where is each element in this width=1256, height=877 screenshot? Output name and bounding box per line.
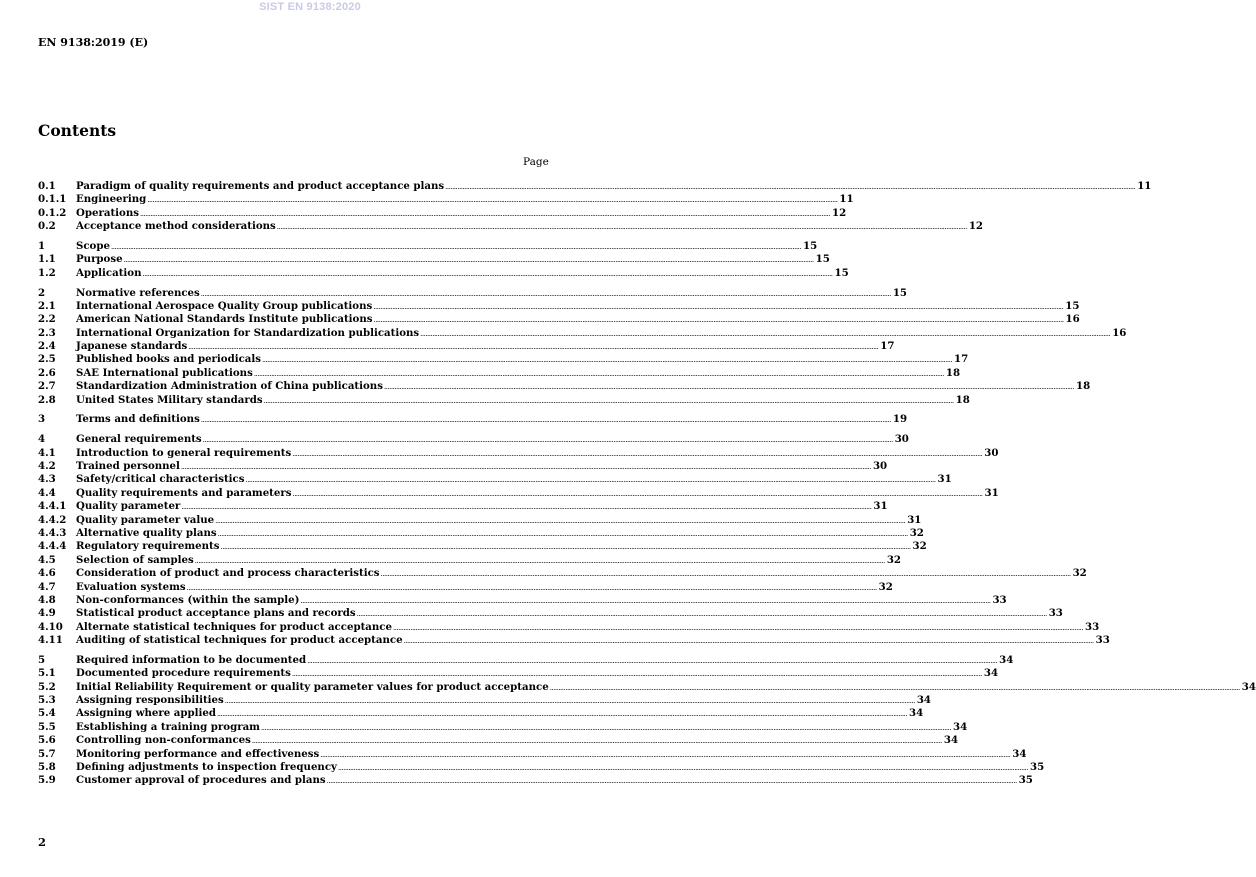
toc-entry-title: Controlling non-conformances xyxy=(76,734,251,747)
toc-entry-number: 4.2 xyxy=(38,459,56,472)
toc-entry[interactable] xyxy=(38,206,847,220)
toc-entry[interactable] xyxy=(38,459,888,473)
toc-entry-title: Non-conformances (within the sample) xyxy=(76,593,300,606)
toc-entry-page: 34 xyxy=(983,667,999,680)
toc-entry-title: Standardization Administration of China publications xyxy=(76,380,383,393)
toc-leader-dots: ................................................................................................................................................................................................................................................................................................................................................................................................................ xyxy=(320,750,1011,759)
toc-leader-dots: ................................................................................................................................................................................................................................................................................................................................................................................................................ xyxy=(263,396,954,405)
toc-entry-number: 0.1.1 xyxy=(38,193,67,206)
toc-entry-page: 34 xyxy=(953,720,968,733)
toc-entry-title: Published books and periodicals xyxy=(76,353,261,366)
toc-entry-page: 33 xyxy=(1085,620,1100,633)
toc-entry-page: 11 xyxy=(1137,180,1152,192)
toc-leader-dots: ................................................................................................................................................................................................................................................................................................................................................................................................................ xyxy=(194,556,885,565)
toc-entry-number: 5.8 xyxy=(38,760,56,773)
toc-entry-title: Documented procedure requirements xyxy=(76,667,291,680)
toc-entry[interactable] xyxy=(38,567,1087,580)
toc-leader-dots: ................................................................................................................................................................................................................................................................................................................................................................................................................ xyxy=(215,516,906,525)
toc-entry-page: 15 xyxy=(803,239,818,252)
toc-entry-page: 17 xyxy=(954,353,969,366)
toc-entry[interactable] xyxy=(38,413,908,426)
toc-entry-number: 5.2 xyxy=(38,680,56,693)
toc-leader-dots: ................................................................................................................................................................................................................................................................................................................................................................................................................ xyxy=(326,777,1017,786)
toc-entry-title: Establishing a training program xyxy=(76,720,260,733)
toc-entry[interactable] xyxy=(38,180,1152,193)
toc-entry-title: Regulatory requirements xyxy=(76,540,220,553)
toc-leader-dots: ................................................................................................................................................................................................................................................................................................................................................................................................................ xyxy=(356,610,1047,619)
toc-entry-number: 5.3 xyxy=(38,694,56,707)
toc-leader-dots: ................................................................................................................................................................................................................................................................................................................................................................................................................ xyxy=(217,529,908,538)
toc-entry-number: 0.1.2 xyxy=(38,206,67,219)
toc-entry-page: 15 xyxy=(815,253,830,266)
toc-entry-title: Safety/critical characteristics xyxy=(76,473,245,486)
toc-entry[interactable] xyxy=(38,220,984,233)
toc-entry[interactable] xyxy=(38,193,854,206)
toc-entry[interactable] xyxy=(38,266,849,280)
toc-entry-page: 19 xyxy=(892,413,908,426)
toc-entry-number: 5.9 xyxy=(38,774,56,787)
table-of-contents xyxy=(38,180,1256,788)
toc-entry[interactable] xyxy=(38,580,893,594)
toc-entry-title: Trained personnel xyxy=(76,459,180,472)
toc-entry[interactable] xyxy=(38,620,1100,634)
toc-entry-page: 34 xyxy=(916,694,931,707)
toc-entry-title: Auditing of statistical techniques for product acceptance xyxy=(76,634,403,647)
watermark: SIST EN 9138:2020 xyxy=(259,1,361,13)
toc-entry[interactable] xyxy=(38,286,908,300)
toc-entry-title: Quality parameter value xyxy=(76,513,215,526)
toc-entry-page: 15 xyxy=(1065,299,1080,312)
toc-entry-page: 34 xyxy=(943,734,959,747)
toc-entry-page: 30 xyxy=(894,433,909,446)
toc-leader-dots: ................................................................................................................................................................................................................................................................................................................................................................................................................ xyxy=(380,570,1071,579)
toc-entry-number: 4.7 xyxy=(38,580,56,593)
toc-entry-number: 3 xyxy=(38,413,46,426)
toc-entry-title: Selection of samples xyxy=(76,553,194,566)
toc-entry-title: Purpose xyxy=(76,253,123,266)
toc-entry-number: 5.1 xyxy=(38,667,56,680)
toc-entry-title: United States Military standards xyxy=(76,393,263,406)
toc-leader-dots: ................................................................................................................................................................................................................................................................................................................................................................................................................ xyxy=(251,737,942,746)
toc-entry-number: 4 xyxy=(38,433,46,446)
toc-entry[interactable] xyxy=(38,760,1045,774)
toc-entry-number: 2 xyxy=(38,286,46,299)
toc-entry-number: 5.5 xyxy=(38,720,56,733)
toc-leader-dots: ................................................................................................................................................................................................................................................................................................................................................................................................................ xyxy=(445,183,1136,191)
toc-entry-title: Alternate statistical techniques for product acceptance xyxy=(76,620,392,633)
toc-entry[interactable] xyxy=(38,634,1110,647)
toc-entry-page: 18 xyxy=(945,366,961,379)
toc-leader-dots: ................................................................................................................................................................................................................................................................................................................................................................................................................ xyxy=(292,449,983,458)
toc-leader-dots: ................................................................................................................................................................................................................................................................................................................................................................................................................ xyxy=(200,289,891,298)
toc-entry-title: Quality requirements and parameters xyxy=(76,486,292,499)
toc-entry-page: 15 xyxy=(834,266,849,279)
document-id: EN 9138:2019 (E) xyxy=(38,36,149,49)
toc-entry-number: 0.2 xyxy=(38,220,56,233)
toc-leader-dots: ................................................................................................................................................................................................................................................................................................................................................................................................................ xyxy=(420,329,1111,338)
toc-entry[interactable] xyxy=(38,553,902,567)
toc-entry-number: 0.1 xyxy=(38,180,56,192)
toc-leader-dots: ................................................................................................................................................................................................................................................................................................................................................................................................................ xyxy=(147,196,838,205)
page-number: 2 xyxy=(38,835,47,849)
toc-entry[interactable] xyxy=(38,253,830,266)
toc-entry-page: 16 xyxy=(1065,313,1080,326)
toc-entry[interactable] xyxy=(38,473,952,486)
toc-entry[interactable] xyxy=(38,340,895,353)
toc-entry-title: Customer approval of procedures and plans xyxy=(76,774,326,787)
toc-entry[interactable] xyxy=(38,380,1091,393)
toc-entry-page: 11 xyxy=(839,193,854,206)
page-column-label: Page xyxy=(523,156,549,168)
toc-leader-dots: ................................................................................................................................................................................................................................................................................................................................................................................................................ xyxy=(403,637,1094,646)
toc-entry-number: 2.7 xyxy=(38,380,56,393)
toc-leader-dots: ................................................................................................................................................................................................................................................................................................................................................................................................................ xyxy=(260,723,952,732)
toc-entry-number: 2.2 xyxy=(38,313,56,326)
toc-leader-dots: ................................................................................................................................................................................................................................................................................................................................................................................................................ xyxy=(245,476,936,485)
toc-entry-page: 32 xyxy=(886,553,902,566)
toc-leader-dots: ................................................................................................................................................................................................................................................................................................................................................................................................................ xyxy=(188,343,879,352)
toc-entry-page: 15 xyxy=(892,286,908,299)
toc-entry-title: Introduction to general requirements xyxy=(76,446,292,459)
toc-entry-number: 4.8 xyxy=(38,593,56,606)
toc-leader-dots: ................................................................................................................................................................................................................................................................................................................................................................................................................ xyxy=(291,670,982,679)
toc-entry-page: 34 xyxy=(999,653,1014,666)
toc-entry-page: 34 xyxy=(1012,747,1027,760)
page-title: Contents xyxy=(38,121,117,140)
toc-entry-number: 4.11 xyxy=(38,634,63,647)
toc-leader-dots: ................................................................................................................................................................................................................................................................................................................................................................................................................ xyxy=(220,543,911,552)
toc-entry[interactable] xyxy=(38,526,924,540)
toc-entry-page: 35 xyxy=(1018,774,1033,787)
toc-entry-title: Paradigm of quality requirements and product acceptance plans xyxy=(76,180,445,192)
toc-leader-dots: ................................................................................................................................................................................................................................................................................................................................................................................................................ xyxy=(181,503,872,512)
toc-entry-number: 4.4.3 xyxy=(38,526,67,539)
toc-entry-title: Consideration of product and process characteristics xyxy=(76,567,380,580)
toc-entry-number: 5 xyxy=(38,653,46,666)
toc-entry-number: 4.10 xyxy=(38,620,63,633)
toc-entry-page: 18 xyxy=(1075,380,1091,393)
toc-entry[interactable] xyxy=(38,680,1256,694)
toc-entry-title: Assigning where applied xyxy=(76,707,216,720)
toc-entry-title: Acceptance method considerations xyxy=(76,220,276,233)
toc-leader-dots: ................................................................................................................................................................................................................................................................................................................................................................................................................ xyxy=(307,656,998,665)
toc-entry-number: 2.3 xyxy=(38,326,56,339)
toc-entry-title: Assigning responsibilities xyxy=(76,694,224,707)
toc-entry[interactable] xyxy=(38,707,924,720)
toc-entry-title: Engineering xyxy=(76,193,147,206)
toc-entry-title: Alternative quality plans xyxy=(76,526,217,539)
toc-entry-page: 17 xyxy=(880,340,895,353)
toc-entry-title: Terms and definitions xyxy=(76,413,200,426)
toc-entry-page: 31 xyxy=(937,473,952,486)
toc-leader-dots: ................................................................................................................................................................................................................................................................................................................................................................................................................ xyxy=(123,256,814,265)
toc-entry-page: 30 xyxy=(984,446,999,459)
toc-entry-number: 4.6 xyxy=(38,567,56,580)
toc-entry-number: 2.5 xyxy=(38,353,56,366)
toc-leader-dots: ................................................................................................................................................................................................................................................................................................................................................................................................................ xyxy=(337,763,1029,772)
toc-leader-dots: ................................................................................................................................................................................................................................................................................................................................................................................................................ xyxy=(202,436,893,445)
toc-entry[interactable] xyxy=(38,667,999,680)
toc-leader-dots: ................................................................................................................................................................................................................................................................................................................................................................................................................ xyxy=(224,697,915,706)
toc-entry-title: International Organization for Standardization publications xyxy=(76,326,420,339)
toc-entry-page: 12 xyxy=(832,206,847,219)
toc-entry-title: Defining adjustments to inspection frequency xyxy=(76,760,337,773)
toc-entry[interactable] xyxy=(38,433,909,446)
toc-leader-dots: ................................................................................................................................................................................................................................................................................................................................................................................................................ xyxy=(142,269,833,278)
toc-entry-title: Statistical product acceptance plans and records xyxy=(76,607,356,620)
toc-leader-dots: ................................................................................................................................................................................................................................................................................................................................................................................................................ xyxy=(383,383,1074,392)
toc-entry-page: 32 xyxy=(912,540,927,553)
toc-entry-page: 34 xyxy=(909,707,924,720)
toc-entry-page: 32 xyxy=(909,526,924,539)
toc-leader-dots: ................................................................................................................................................................................................................................................................................................................................................................................................................ xyxy=(300,596,991,605)
toc-entry-number: 2.6 xyxy=(38,366,56,379)
toc-entry-title: Scope xyxy=(76,239,110,252)
toc-entry-title: Operations xyxy=(76,206,139,219)
toc-entry-page: 31 xyxy=(984,486,999,499)
toc-entry-number: 2.8 xyxy=(38,393,56,406)
toc-entry-title: Japanese standards xyxy=(76,340,188,353)
toc-entry[interactable] xyxy=(38,393,970,407)
toc-entry-number: 5.6 xyxy=(38,734,56,747)
toc-entry-page: 33 xyxy=(1095,634,1110,647)
toc-leader-dots: ................................................................................................................................................................................................................................................................................................................................................................................................................ xyxy=(276,223,967,232)
toc-entry-number: 1.2 xyxy=(38,266,56,279)
toc-entry-title: Quality parameter xyxy=(76,500,181,513)
toc-leader-dots: ................................................................................................................................................................................................................................................................................................................................................................................................................ xyxy=(110,242,802,251)
toc-entry-title: General requirements xyxy=(76,433,202,446)
toc-entry[interactable] xyxy=(38,747,1027,761)
toc-leader-dots: ................................................................................................................................................................................................................................................................................................................................................................................................................ xyxy=(180,462,871,471)
toc-leader-dots: ................................................................................................................................................................................................................................................................................................................................................................................................................ xyxy=(200,416,891,425)
toc-entry-number: 5.7 xyxy=(38,747,56,760)
toc-entry-page: 33 xyxy=(1048,607,1063,620)
toc-leader-dots: ................................................................................................................................................................................................................................................................................................................................................................................................................ xyxy=(373,316,1064,325)
toc-entry[interactable] xyxy=(38,513,922,527)
toc-entry-number: 4.9 xyxy=(38,607,56,620)
toc-leader-dots: ................................................................................................................................................................................................................................................................................................................................................................................................................ xyxy=(186,583,877,592)
toc-entry[interactable] xyxy=(38,607,1063,620)
toc-leader-dots: ................................................................................................................................................................................................................................................................................................................................................................................................................ xyxy=(373,302,1064,311)
toc-leader-dots: ................................................................................................................................................................................................................................................................................................................................................................................................................ xyxy=(292,489,983,498)
toc-entry-number: 4.4.2 xyxy=(38,513,67,526)
toc-entry-number: 4.4 xyxy=(38,486,56,499)
toc-entry[interactable] xyxy=(38,720,968,734)
toc-entry-page: 35 xyxy=(1030,760,1045,773)
toc-entry[interactable] xyxy=(38,446,999,460)
toc-entry[interactable] xyxy=(38,353,969,366)
toc-entry[interactable] xyxy=(38,774,1033,787)
toc-entry-page: 32 xyxy=(878,580,893,593)
toc-entry[interactable] xyxy=(38,694,931,707)
toc-leader-dots: ................................................................................................................................................................................................................................................................................................................................................................................................................ xyxy=(549,683,1240,692)
toc-entry[interactable] xyxy=(38,540,927,553)
toc-entry[interactable] xyxy=(38,486,999,500)
toc-entry-number: 4.5 xyxy=(38,553,56,566)
toc-entry-page: 34 xyxy=(1241,680,1256,693)
toc-entry[interactable] xyxy=(38,593,1007,607)
toc-leader-dots: ................................................................................................................................................................................................................................................................................................................................................................................................................ xyxy=(139,209,831,218)
toc-entry-page: 32 xyxy=(1072,567,1087,580)
toc-entry-number: 2.4 xyxy=(38,340,56,353)
toc-entry-number: 1.1 xyxy=(38,253,56,266)
toc-entry-number: 4.1 xyxy=(38,446,56,459)
toc-entry-title: Initial Reliability Requirement or quality parameter values for product acceptance xyxy=(76,680,549,693)
toc-leader-dots: ................................................................................................................................................................................................................................................................................................................................................................................................................ xyxy=(253,369,944,378)
toc-entry-number: 1 xyxy=(38,239,46,252)
toc-entry[interactable] xyxy=(38,500,888,513)
toc-entry[interactable] xyxy=(38,239,818,253)
toc-entry-page: 31 xyxy=(873,500,888,513)
toc-entry-page: 33 xyxy=(992,593,1007,606)
toc-entry-title: Normative references xyxy=(76,286,200,299)
toc-entry[interactable] xyxy=(38,366,961,380)
toc-leader-dots: ................................................................................................................................................................................................................................................................................................................................................................................................................ xyxy=(392,623,1084,632)
toc-entry-title: Monitoring performance and effectiveness xyxy=(76,747,320,760)
toc-entry-page: 16 xyxy=(1112,326,1127,339)
toc-leader-dots: ................................................................................................................................................................................................................................................................................................................................................................................................................ xyxy=(216,710,908,719)
toc-entry[interactable] xyxy=(38,734,959,747)
toc-entry-title: Required information to be documented xyxy=(76,653,307,666)
toc-entry[interactable] xyxy=(38,653,1014,667)
toc-entry-title: American National Standards Institute publications xyxy=(76,313,373,326)
toc-entry-page: 31 xyxy=(907,513,922,526)
toc-entry-title: Application xyxy=(76,266,142,279)
toc-entry-number: 4.4.4 xyxy=(38,540,67,553)
toc-entry-title: Evaluation systems xyxy=(76,580,186,593)
toc-entry-title: SAE International publications xyxy=(76,366,253,379)
toc-entry-number: 4.4.1 xyxy=(38,500,67,513)
toc-entry-page: 18 xyxy=(955,393,970,406)
toc-leader-dots: ................................................................................................................................................................................................................................................................................................................................................................................................................ xyxy=(262,356,953,365)
toc-entry[interactable] xyxy=(38,299,1080,313)
toc-entry-number: 4.3 xyxy=(38,473,56,486)
toc-entry-title: International Aerospace Quality Group publications xyxy=(76,299,373,312)
toc-entry[interactable] xyxy=(38,313,1080,326)
toc-entry-number: 2.1 xyxy=(38,299,56,312)
toc-entry-page: 30 xyxy=(872,459,888,472)
toc-entry-page: 12 xyxy=(968,220,984,233)
toc-entry[interactable] xyxy=(38,326,1127,340)
toc-entry-number: 5.4 xyxy=(38,707,56,720)
